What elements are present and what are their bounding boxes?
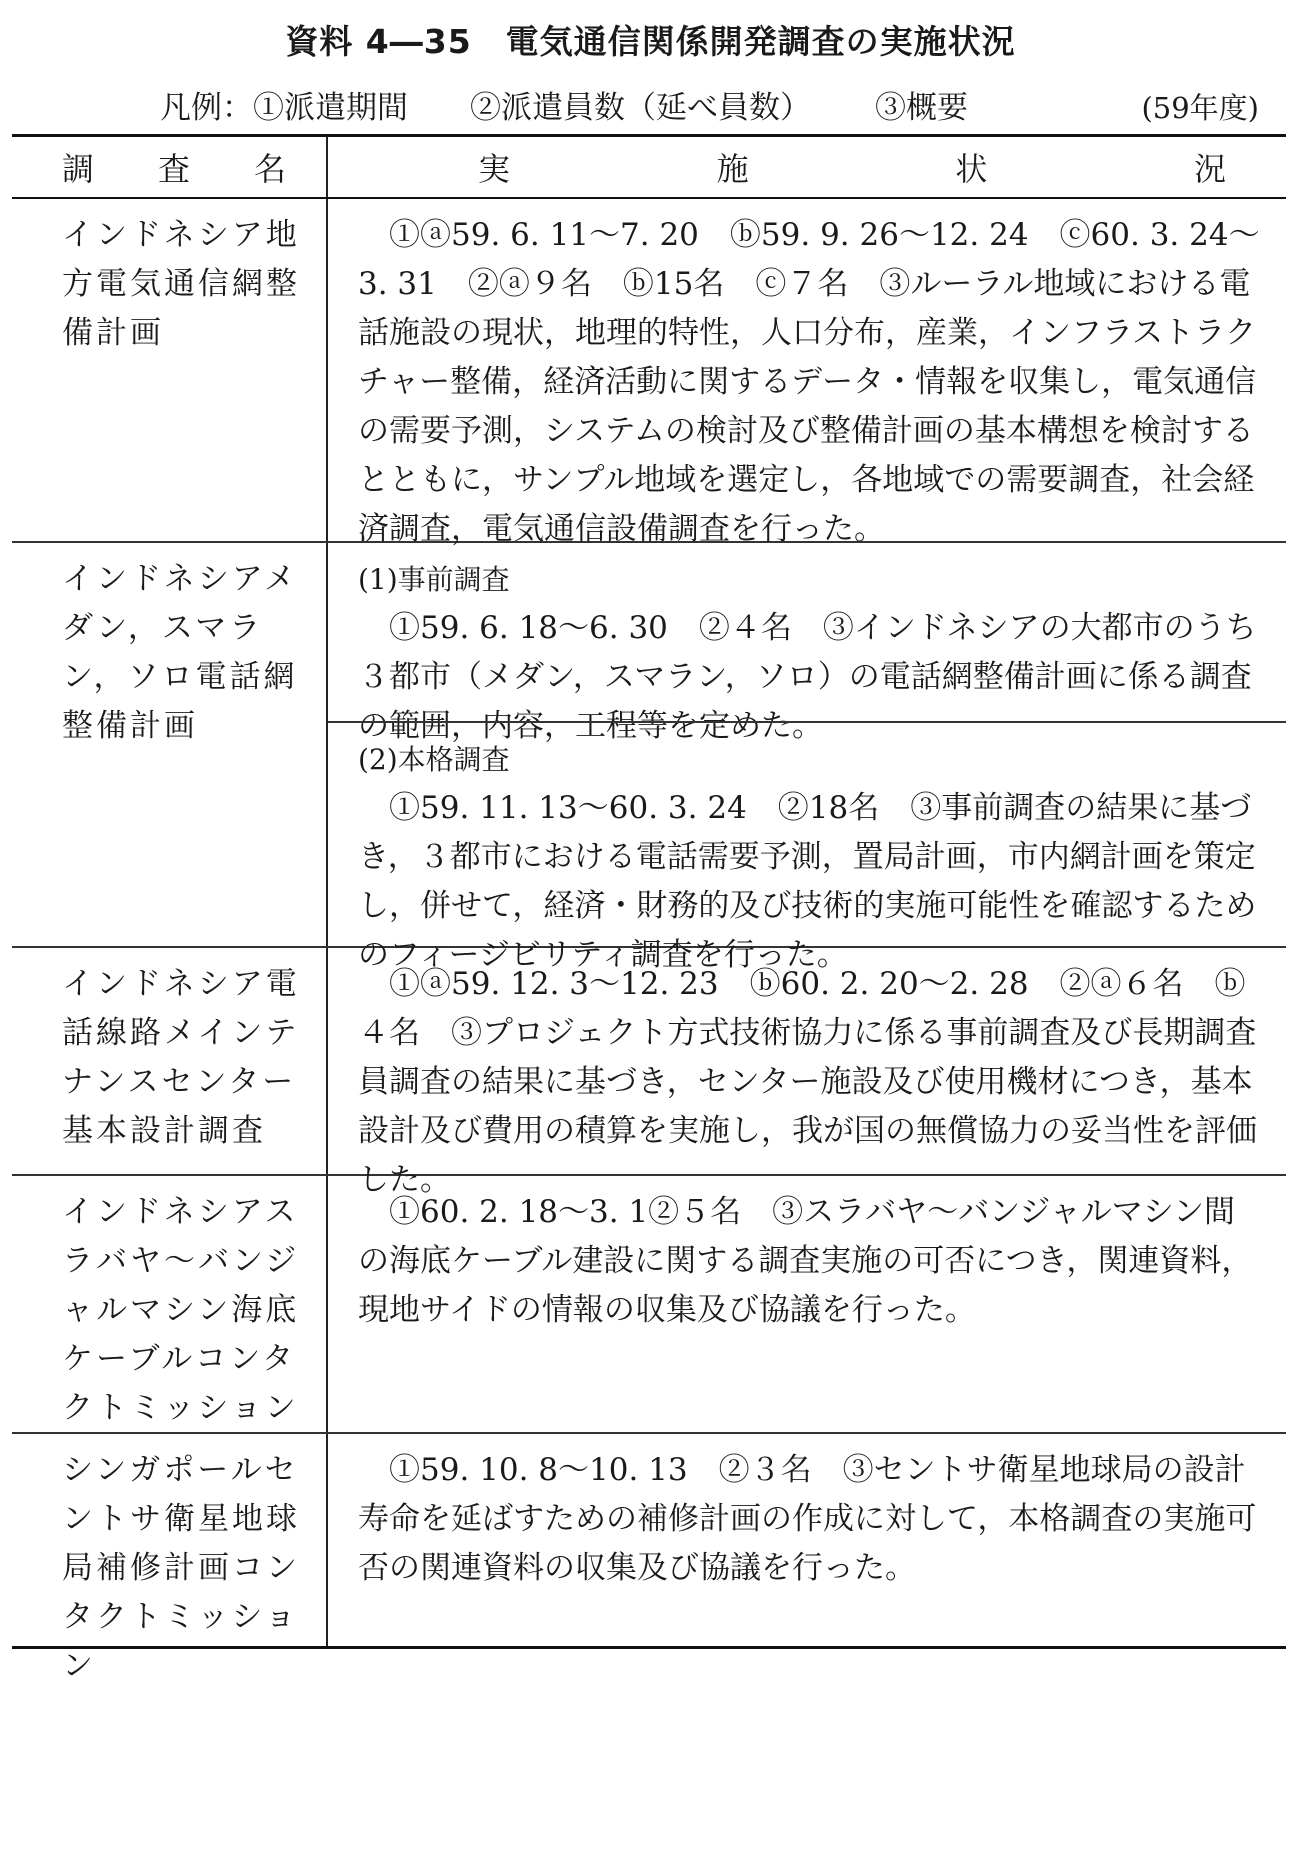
status-text: ①60. 2. 18～3. 1②５名 ③スラバヤ～バンジャルマシン間の海底ケーブル建設に関する調査実施の可否につき，関連資料，現地サイドの情報の収集及び協議を行った。 (358, 1194, 1253, 1328)
legend-item-2: ②派遣員数（延べ員数） (470, 90, 811, 126)
sub-heading: (2)本格調査 (358, 743, 510, 776)
header-char: 状 (955, 150, 988, 188)
status-cell (328, 543, 1286, 973)
survey-name-cell: インドネシアメダン，スマラン，ソロ電話網整備計画 (12, 543, 328, 946)
header-survey-name (12, 137, 328, 197)
header-char: 査 (157, 150, 190, 188)
header-char: 調 (62, 150, 95, 188)
table-row (12, 948, 1286, 1198)
document-title: 資料 4―35 電気通信関係開発調査の実施状況 (285, 22, 1016, 61)
table-header-row (12, 137, 1286, 199)
header-implementation-status (328, 137, 1286, 197)
status-text: ①ⓐ59. 12. 3～12. 23 ⓑ60. 2. 20～2. 28 ②ⓐ６名 ⓑ４名 ③プロジェクト方式技術協力に係る事前調査及び長期調査員調査の結果に基づき，センター施設及び使用機材につき，基本設計及び費用の積算を実施し，我が国の無償協力の妥当性を評価した。 (358, 966, 1257, 1198)
table-row (12, 1176, 1286, 1434)
status-cell (328, 1434, 1286, 1646)
header-char: 実 (478, 150, 511, 188)
survey-name-cell: インドネシア地方電気通信網整備計画 (12, 199, 328, 541)
table-row (12, 199, 1286, 547)
legend (160, 82, 968, 127)
survey-name-cell: シンガポールセントサ衛星地球局補修計画コンタクトミッション (12, 1434, 328, 1646)
header-char: 名 (253, 150, 286, 188)
status-text: ①59. 10. 8～10. 13 ②３名 ③セントサ衛星地球局の設計寿命を延ばすための補修計画の作成に対して，本格調査の実施可否の関連資料の収集及び協議を行った。 (358, 1452, 1257, 1586)
table-row (12, 543, 1286, 973)
legend-item-3: ③概要 (875, 90, 968, 126)
fiscal-year-label: (59年度) (1141, 91, 1259, 125)
survey-name-cell: インドネシアスラバヤ～バンジャルマシン海底ケーブルコンタクトミッション (12, 1176, 328, 1432)
sub-section-preliminary (328, 543, 1286, 744)
header-char: 施 (716, 150, 749, 188)
status-text: ①59. 11. 13～60. 3. 24 ②18名 ③事前調査の結果に基づき，３都市における電話需要予測，置局計画，市内網計画を策定し，併せて，経済・財務的及び技術的実施可能性を確認するためのフィージビリティ調査を行った。 (358, 790, 1257, 973)
sub-heading: (1)事前調査 (358, 563, 510, 596)
status-text: ①ⓐ59. 6. 11～7. 20 ⓑ59. 9. 26～12. 24 ⓒ60. 3. 24～3. 31 ②ⓐ９名 ⓑ15名 ⓒ７名 ③ルーラル地域における電話施設の現状，地理的特性，人口分布，産業，インフラストラクチャー整備，経済活動に関するデータ・情報を収集し，電気通信の需要予測，システムの検討及び整備計画の基本構想を検討するとともに，サンプル地域を選定し，各地域での需要調査，社会経済調査，電気通信設備調査を行った。 (358, 217, 1260, 547)
status-cell (328, 1176, 1286, 1432)
header-char: 況 (1193, 150, 1226, 188)
status-cell (328, 948, 1286, 1198)
status-cell (328, 199, 1286, 547)
legend-item-1: 凡例：①派遣期間 (160, 90, 408, 126)
survey-table (12, 134, 1286, 1684)
status-text: ①59. 6. 18～6. 30 ②４名 ③インドネシアの大都市のうち３都市（メダン，スマラン，ソロ）の電話網整備計画に係る調査の範囲，内容，工程等を定めた。 (358, 610, 1257, 744)
table-row (12, 1434, 1286, 1684)
survey-name-cell: インドネシア電話線路メインテナンスセンター基本設計調査 (12, 948, 328, 1174)
